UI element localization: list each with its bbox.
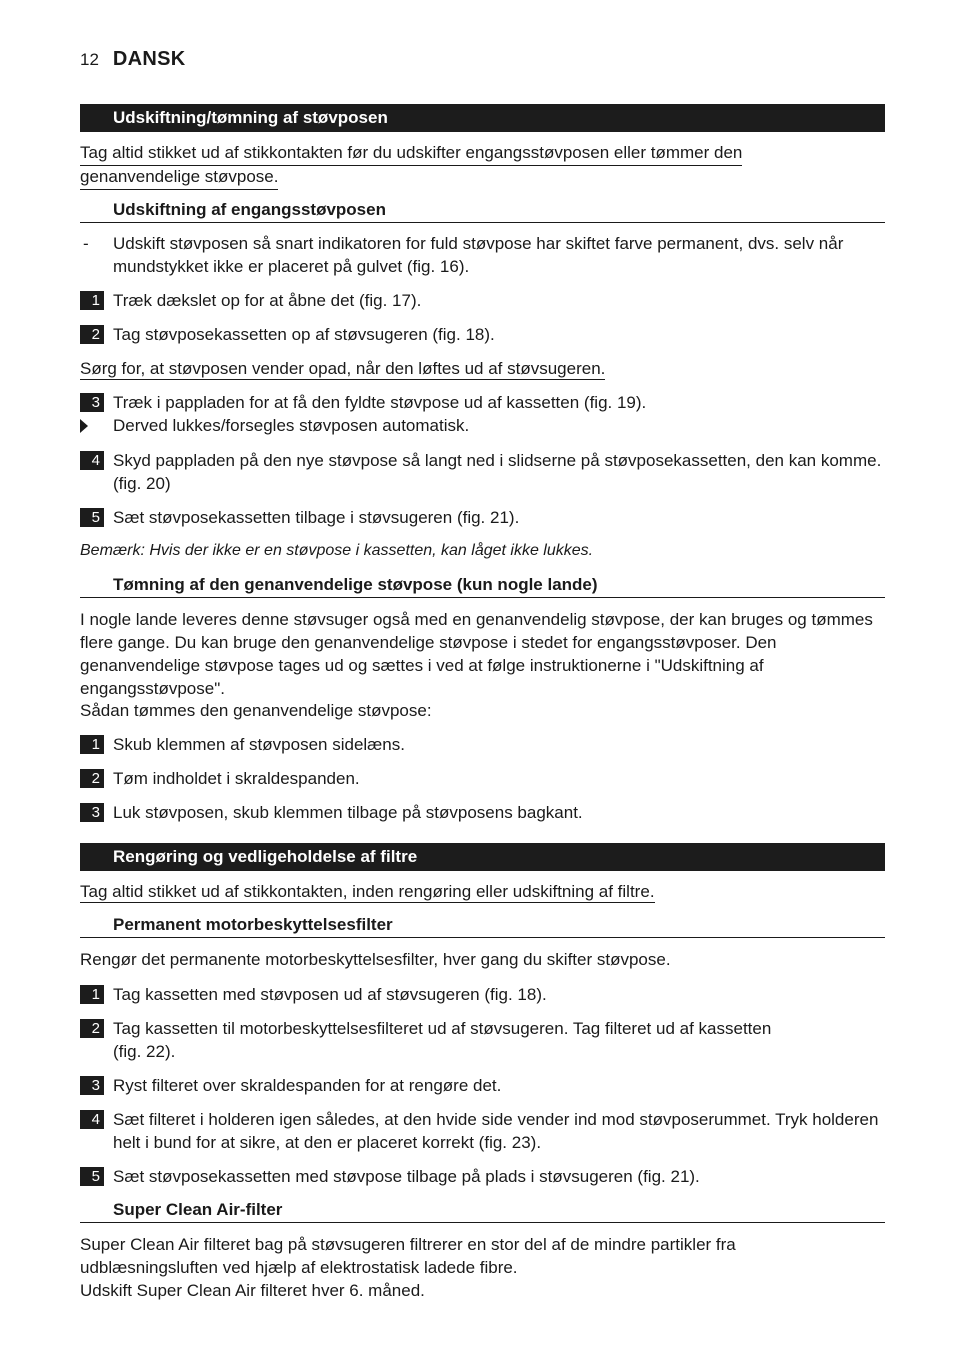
section-title-filters: Rengøring og vedligeholdelse af filtre — [80, 843, 885, 871]
step-item — [80, 983, 888, 1006]
step-item — [80, 506, 888, 529]
step-number: 4 — [80, 1110, 104, 1129]
subheading-reusable-bag: Tømning af den genanvendelige støvpose (kun nogle lande) — [80, 574, 885, 598]
subheading-super-clean-air-filter: Super Clean Air-filter — [80, 1199, 885, 1223]
step-text: Sæt filteret i holderen igen således, at den hvide side vender ind mod støvposerummet. Tryk holderen helt i bund for at sikre, at den er placeret korrekt (fig. 23). — [113, 1110, 879, 1152]
step-item — [80, 733, 888, 756]
warning-unplug-filters — [80, 881, 888, 903]
step-item — [80, 391, 888, 414]
step-number: 3 — [80, 803, 104, 822]
step-text: Tag kassetten med støvposen ud af støvsugeren (fig. 18). — [113, 985, 547, 1004]
step-item — [80, 289, 888, 312]
step-number: 2 — [80, 1019, 104, 1038]
page-header — [80, 48, 186, 74]
warning-bag-upright — [80, 358, 888, 380]
language-label: DANSK — [112, 48, 186, 70]
step-text: Tag støvposekassetten op af støvsugeren (fig. 18). — [113, 325, 495, 344]
paragraph-replace-interval: Udskift Super Clean Air filteret hver 6. måned. — [80, 1281, 425, 1300]
step-item — [80, 323, 888, 346]
page-number: 12 — [80, 50, 99, 69]
subheading-motor-filter: Permanent motorbeskyttelsesfilter — [80, 914, 885, 938]
step-item — [80, 1074, 888, 1097]
step-number: 4 — [80, 451, 104, 470]
result-arrow-icon — [80, 419, 88, 433]
step-number: 3 — [80, 393, 104, 412]
paragraph-reusable-bag: I nogle lande leveres denne støvsuger også med en genanvendelig støvpose, der kan bruges og tømmes flere gange. Du kan bruge den genanvendelige støvpose i stedet for engangsstøvposer. Den genanvendelige støvpose tages ud og sættes i ved at følge instruktionerne i "Udskiftning af engangsstøvpose". — [80, 610, 873, 698]
step-number: 1 — [80, 985, 104, 1004]
warning-unplug-dustbag — [80, 142, 840, 190]
step-text: Træk dækslet op for at åbne det (fig. 17). — [113, 291, 422, 310]
section-title-dustbag: Udskiftning/tømning af støvposen — [80, 104, 885, 132]
step-number: 3 — [80, 1076, 104, 1095]
step-text: Sæt støvposekassetten med støvpose tilbage på plads i støvsugeren (fig. 21). — [113, 1167, 700, 1186]
step-item — [80, 1165, 888, 1188]
step-text: Ryst filteret over skraldespanden for at rengøre det. — [113, 1076, 502, 1095]
step-item — [80, 1108, 888, 1154]
step-number: 5 — [80, 1167, 104, 1186]
step-text: Skyd pappladen på den nye støvpose så langt ned i slidserne på støvposekassetten, den kan komme. (fig. 20) — [113, 451, 882, 493]
dash-item-text: Udskift støvposen så snart indikatoren for fuld støvpose har skiftet farve permanent, dvs. selv når mundstykket ikke er placeret på gulvet (fig. 16). — [113, 234, 844, 276]
warning-line-2: genanvendelige støvpose. — [80, 166, 278, 190]
step-text: Tag kassetten til motorbeskyttelsesfilteret ud af støvsugeren. Tag filteret ud af kassetten (fig. 22). — [113, 1019, 772, 1061]
warning-text: Tag altid stikket ud af stikkontakten, inden rengøring eller udskiftning af filtre. — [80, 882, 655, 901]
step-text: Træk i pappladen for at få den fyldte støvpose ud af kassetten (fig. 19). — [113, 393, 647, 412]
warning-line-1: Tag altid stikket ud af stikkontakten før du udskifter engangsstøvposen eller tømmer den — [80, 142, 742, 166]
dash-marker: - — [83, 234, 89, 253]
step-number: 1 — [80, 291, 104, 310]
step-item — [80, 449, 888, 495]
dash-item — [80, 232, 888, 278]
step-item — [80, 801, 888, 824]
step-number: 5 — [80, 508, 104, 527]
step-number: 2 — [80, 769, 104, 788]
step-item — [80, 767, 888, 790]
step-text: Luk støvposen, skub klemmen tilbage på støvposens bagkant. — [113, 803, 583, 822]
result-text: Derved lukkes/forsegles støvposen automatisk. — [113, 416, 470, 435]
result-item — [80, 414, 888, 437]
step-number: 1 — [80, 735, 104, 754]
step-text: Skub klemmen af støvposen sidelæns. — [113, 735, 405, 754]
step-text: Sæt støvposekassetten tilbage i støvsugeren (fig. 21). — [113, 508, 520, 527]
paragraph-how-to-empty: Sådan tømmes den genanvendelige støvpose: — [80, 701, 432, 720]
note-text: Bemærk: Hvis der ikke er en støvpose i kassetten, kan låget ikke lukkes. — [80, 542, 594, 559]
paragraph-super-clean-air: Super Clean Air filteret bag på støvsugeren filtrerer en stor del af de mindre partikler fra udblæsningsluften ved hjælp af elektrostatisk ladede fibre. — [80, 1235, 736, 1277]
subheading-disposable-bag: Udskiftning af engangsstøvposen — [80, 199, 885, 223]
step-text: Tøm indholdet i skraldespanden. — [113, 769, 360, 788]
step-number: 2 — [80, 325, 104, 344]
warning-text: Sørg for, at støvposen vender opad, når den løftes ud af støvsugeren. — [80, 359, 606, 378]
step-item — [80, 1017, 888, 1063]
paragraph-motor-filter: Rengør det permanente motorbeskyttelsesfilter, hver gang du skifter støvpose. — [80, 950, 671, 969]
